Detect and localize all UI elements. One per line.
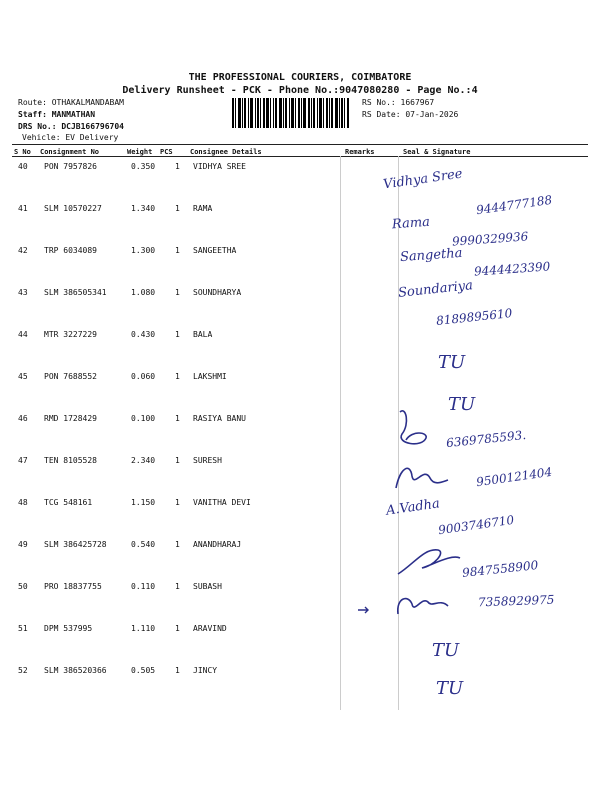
cell-consignment: TRP 6034089 bbox=[44, 246, 97, 255]
cell-pcs: 1 bbox=[175, 162, 180, 171]
cell-sno: 50 bbox=[18, 582, 28, 591]
cell-sno: 46 bbox=[18, 414, 28, 423]
staff-label: Staff: MANMATHAN bbox=[18, 110, 96, 119]
cell-consignment: PRO 18837755 bbox=[44, 582, 102, 591]
cell-weight: 0.110 bbox=[131, 582, 156, 591]
vehicle-label: Vehicle: EV Delivery bbox=[22, 133, 119, 142]
cell-consignee: LAKSHMI bbox=[193, 372, 227, 381]
signature-phone: 9847558900 bbox=[461, 558, 539, 580]
header-bottom-rule bbox=[12, 156, 588, 157]
cell-consignment: PON 7688552 bbox=[44, 372, 97, 381]
cell-pcs: 1 bbox=[175, 456, 180, 465]
table-row bbox=[0, 624, 600, 666]
signature-name: TU bbox=[436, 678, 464, 699]
signature-phone: 9444777188 bbox=[475, 192, 553, 218]
cell-consignment: MTR 3227229 bbox=[44, 330, 97, 339]
runsheet-subtitle: Delivery Runsheet - PCK - Phone No.:9047080280 - Page No.:4 bbox=[122, 85, 478, 96]
cell-consignee: SURESH bbox=[193, 456, 222, 465]
cell-pcs: 1 bbox=[175, 330, 180, 339]
signature-name: Rama bbox=[391, 214, 431, 233]
cell-pcs: 1 bbox=[175, 498, 180, 507]
cell-sno: 45 bbox=[18, 372, 28, 381]
cell-consignee: VANITHA DEVI bbox=[193, 498, 251, 507]
signature-phone: 8189895610 bbox=[435, 306, 513, 328]
cell-consignee: BALA bbox=[193, 330, 213, 339]
signature-name: TU bbox=[448, 394, 476, 415]
cell-consignee: SOUNDHARYA bbox=[193, 288, 242, 297]
cell-consignee: SUBASH bbox=[193, 582, 222, 591]
cell-weight: 0.060 bbox=[131, 372, 156, 381]
cell-consignment: SLM 10570227 bbox=[44, 204, 102, 213]
cell-weight: 1.110 bbox=[131, 624, 156, 633]
signature-name: Vidhya Sree bbox=[382, 166, 464, 193]
cell-pcs: 1 bbox=[175, 540, 180, 549]
cell-pcs: 1 bbox=[175, 414, 180, 423]
cell-pcs: 1 bbox=[175, 582, 180, 591]
cell-consignment: PON 7957826 bbox=[44, 162, 97, 171]
cell-weight: 0.430 bbox=[131, 330, 156, 339]
col-header-weight: Weight bbox=[127, 148, 153, 156]
header-top-rule bbox=[12, 144, 588, 145]
table-row bbox=[0, 666, 600, 708]
cell-weight: 1.080 bbox=[131, 288, 156, 297]
signature-scribble-49 bbox=[394, 540, 464, 580]
table-row bbox=[0, 330, 600, 372]
cell-pcs: 1 bbox=[175, 624, 180, 633]
signature-name: TU bbox=[438, 352, 466, 373]
cell-consignment: RMD 1728429 bbox=[44, 414, 97, 423]
cell-consignee: VIDHYA SREE bbox=[193, 162, 246, 171]
rs-date: RS Date: 07-Jan-2026 bbox=[362, 110, 459, 119]
signature-name: Soundariya bbox=[397, 278, 474, 301]
signature-phone: 9500121404 bbox=[475, 464, 553, 490]
cell-consignee: JINCY bbox=[193, 666, 218, 675]
barcode bbox=[232, 98, 358, 128]
signature-phone: 6369785593. bbox=[445, 427, 527, 451]
col-header-remarks: Remarks bbox=[345, 148, 375, 156]
company-title: THE PROFESSIONAL COURIERS, COIMBATORE bbox=[188, 72, 412, 83]
cell-sno: 41 bbox=[18, 204, 28, 213]
cell-weight: 0.505 bbox=[131, 666, 156, 675]
signature-name: A.Vadha bbox=[385, 496, 441, 519]
col-header-seal: Seal & Signature bbox=[403, 148, 471, 156]
route-label: Route: OTHAKALMANDABAM bbox=[18, 98, 124, 107]
cell-sno: 40 bbox=[18, 162, 28, 171]
cell-consignee: ARAVIND bbox=[193, 624, 227, 633]
cell-weight: 0.100 bbox=[131, 414, 156, 423]
cell-weight: 1.300 bbox=[131, 246, 156, 255]
cell-consignment: TCG 548161 bbox=[44, 498, 93, 507]
col-header-pcs: PCS bbox=[160, 148, 173, 156]
cell-sno: 42 bbox=[18, 246, 28, 255]
cell-sno: 52 bbox=[18, 666, 28, 675]
signature-scribble-47 bbox=[390, 458, 450, 500]
cell-consignment: SLM 386520366 bbox=[44, 666, 107, 675]
cell-weight: 1.150 bbox=[131, 498, 156, 507]
cell-weight: 0.540 bbox=[131, 540, 156, 549]
table-row bbox=[0, 372, 600, 414]
col-header-consignee: Consignee Details bbox=[190, 148, 262, 156]
signature-phone: 9990329936 bbox=[451, 229, 529, 249]
drs-label: DRS No.: DCJB166796704 bbox=[18, 122, 124, 131]
cell-consignee: RAMA bbox=[193, 204, 213, 213]
cell-weight: 1.340 bbox=[131, 204, 156, 213]
cell-sno: 49 bbox=[18, 540, 28, 549]
cell-sno: 44 bbox=[18, 330, 28, 339]
cell-consignee: SANGEETHA bbox=[193, 246, 237, 255]
cell-consignee: ANANDHARAJ bbox=[193, 540, 242, 549]
cell-sno: 43 bbox=[18, 288, 28, 297]
cell-consignee: RASIYA BANU bbox=[193, 414, 246, 423]
cell-sno: 51 bbox=[18, 624, 28, 633]
cell-weight: 2.340 bbox=[131, 456, 156, 465]
signature-phone: 7358929975 bbox=[477, 592, 555, 610]
col-header-consignment: Consignment No bbox=[40, 148, 100, 156]
cell-pcs: 1 bbox=[175, 372, 180, 381]
cell-pcs: 1 bbox=[175, 246, 180, 255]
cell-consignment: SLM 386505341 bbox=[44, 288, 107, 297]
cell-sno: 47 bbox=[18, 456, 28, 465]
cell-pcs: 1 bbox=[175, 666, 180, 675]
cell-consignment: SLM 386425728 bbox=[44, 540, 107, 549]
signature-name: Sangetha bbox=[399, 245, 463, 266]
cell-consignment: TEN 8105528 bbox=[44, 456, 97, 465]
col-header-sno: S No bbox=[14, 148, 31, 156]
signature-phone: 9003746710 bbox=[437, 512, 515, 538]
cell-sno: 48 bbox=[18, 498, 28, 507]
cell-consignment: DPM 537995 bbox=[44, 624, 93, 633]
signature-name: TU bbox=[432, 640, 460, 661]
cell-pcs: 1 bbox=[175, 288, 180, 297]
cell-pcs: 1 bbox=[175, 204, 180, 213]
signature-scribble-46 bbox=[392, 404, 432, 454]
rs-number: RS No.: 1667967 bbox=[362, 98, 435, 107]
signature-phone: 9444423390 bbox=[473, 259, 551, 279]
cell-weight: 0.350 bbox=[131, 162, 156, 171]
signature-scribble-50 bbox=[356, 588, 456, 624]
